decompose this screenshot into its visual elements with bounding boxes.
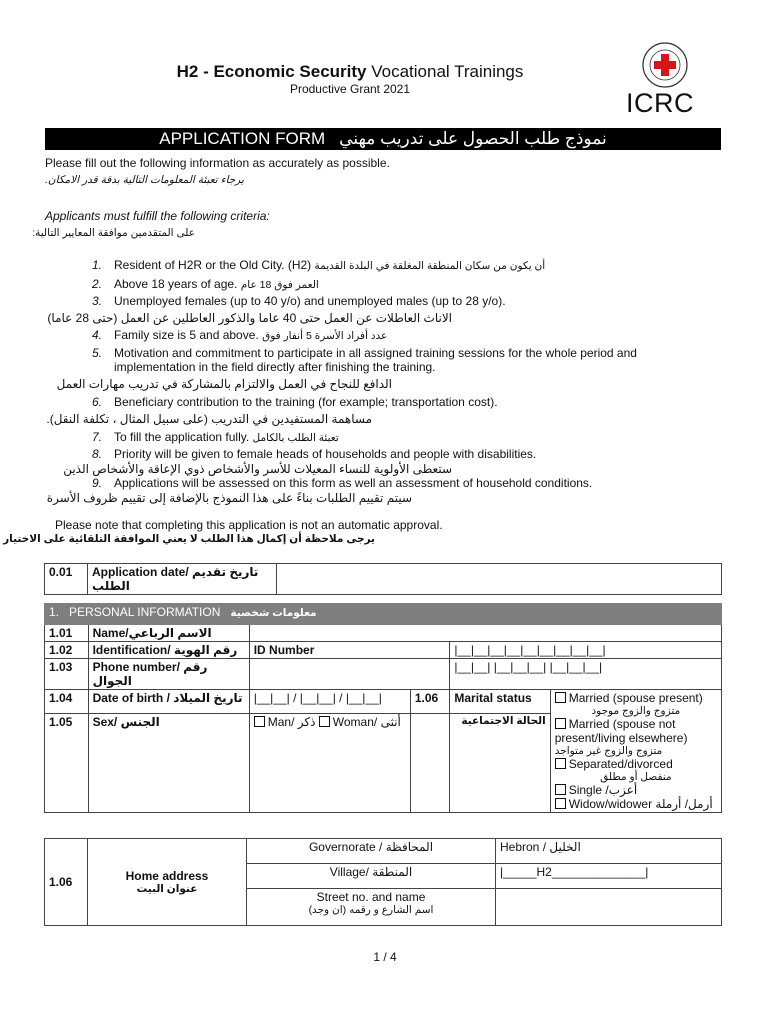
village-label: Village/ المنطقة [247, 864, 496, 889]
icrc-logo-text: ICRC [626, 88, 694, 118]
checkbox-icon[interactable] [555, 784, 566, 795]
row-name: 1.01 Name/الاسم الرباعي [45, 625, 722, 642]
criterion-8: 8. Priority will be given to female heads of households and people with disabilities. [92, 447, 537, 461]
governorate-value[interactable]: Hebron / الخليل [496, 839, 722, 864]
criterion-8-ar: ستعطى الأولوية للنساء المعيلات للأسر والأشخاص ذوي الإعاقة والأشخاص الذين [63, 462, 452, 476]
document-subtitle: Productive Grant 2021 [289, 82, 411, 96]
application-date-num: 0.01 [45, 564, 88, 595]
marital-option-2[interactable]: Married (spouse not present/living elsewhere) [554, 717, 688, 745]
personal-info-header: 1. PERSONAL INFORMATION معلومات شخصية [45, 604, 722, 625]
application-date-table [44, 563, 722, 595]
phone-blank [249, 659, 450, 690]
note-en: Please note that completing this application is not an automatic approval. [55, 518, 443, 532]
sex-label: Sex/ الجنس [88, 714, 249, 813]
name-label: Name/الاسم الرباعي [88, 625, 249, 642]
marital-label: Marital status [450, 690, 550, 714]
marital-option-5[interactable]: Widow/widower أرمل/ أرملة [555, 797, 717, 811]
address-num: 1.06 [45, 839, 88, 926]
id-number-input[interactable]: |__|__|__|__|__|__|__|__|__| [450, 642, 722, 659]
row-phone: 1.03 Phone number/ رقم الجوال |__|__| |__|__|__| |__|__|__| [45, 659, 722, 690]
marital-num: 1.06 [410, 690, 450, 714]
identification-label: Identification/ رقم الهوية [88, 642, 249, 659]
dob-label: Date of birth / تاريخ الميلاد [88, 690, 249, 714]
phone-label: Phone number/ رقم الجوال [88, 659, 249, 690]
criterion-3-ar: الاناث العاطلات عن العمل حتى 40 عاما والذكور العاطلين عن العمل (حتى 28 عاما) [47, 311, 452, 325]
note-ar: يرجى ملاحظة أن إكمال هذا الطلب لا يعني الموافقة التلقائية على الاختيار [3, 533, 375, 545]
sex-options [249, 714, 410, 813]
document-title [0, 62, 700, 82]
personal-information-table [44, 603, 722, 813]
checkbox-icon[interactable] [555, 758, 566, 769]
criterion-5: 5. Motivation and commitment to participate in all assigned training sessions for the whole period and [92, 346, 637, 360]
id-number-label: ID Number [249, 642, 450, 659]
criterion-7: 7. To fill the application fully. تعبئة الطلب بالكامل [92, 430, 339, 444]
criterion-5-line2: implementation in the field directly after finishing the training. [114, 360, 436, 374]
home-address-table [44, 838, 722, 926]
checkbox-icon[interactable] [254, 716, 265, 727]
application-form-banner [45, 128, 721, 150]
application-date-label: Application date/ تاريخ تقديم الطلب [88, 564, 277, 595]
sex-male-option[interactable]: Man/ ذكر [254, 715, 316, 729]
criterion-1: 1. Resident of H2R or the Old City. (H2) أن يكون من سكان المنطقة المغلقة في البلدة القديمة [92, 258, 546, 272]
title-regular: Vocational Trainings [371, 62, 524, 81]
criterion-9: 9. Applications will be assessed on this form as well an assessment of household conditions. [92, 476, 593, 490]
criterion-4: 4. Family size is 5 and above. عدد أفراد الأسرة 5 أنفار فوق [92, 328, 388, 342]
title-bold: H2 - Economic Security [176, 62, 367, 81]
criterion-2: 2. Above 18 years of age. العمر فوق 18 عام [92, 277, 319, 291]
criterion-6: 6. Beneficiary contribution to the training (for example; transportation cost). [92, 395, 498, 409]
marital-option-3[interactable]: Separated/divorced [555, 757, 717, 771]
marital-options: Married (spouse present) متزوج والزوج موجود Married (spouse not present/living elsewhere) متزوج والزوج غير متواجد Separated/divorced منفصل أو مطلق Single /أعزب Widow/widower أرمل/ أرملة [550, 690, 721, 813]
icrc-emblem-icon [640, 40, 690, 90]
checkbox-icon[interactable] [555, 718, 566, 729]
criterion-9-ar: سيتم تقييم الطلبات بناءً على هذا النموذج بالإضافة إلى تقييم ظروف الأسرة [46, 491, 412, 505]
name-input[interactable] [249, 625, 721, 642]
marital-option-4[interactable]: Single /أعزب [555, 783, 717, 797]
row-identification: 1.02 Identification/ رقم الهوية ID Number |__|__|__|__|__|__|__|__|__| [45, 642, 722, 659]
marital-label-ar: الحالة الاجتماعية [450, 714, 550, 813]
application-date-input[interactable] [277, 564, 722, 595]
address-label: Home address عنوان البيت [88, 839, 247, 926]
banner-en: APPLICATION FORM [159, 129, 326, 148]
sex-female-option[interactable]: Woman/ أنثى [319, 715, 401, 729]
checkbox-icon[interactable] [319, 716, 330, 727]
row-dob: 1.04 Date of birth / تاريخ الميلاد |__|__| / |__|__| / |__|__| 1.06 Marital status Married (spouse present) متزوج والزوج موجود Married (spouse not present/living elsewhere) متزوج والزوج غير متواجد Separated/divorced منفصل أو مطلق Single /أعزب Widow/widower أرمل/ أرملة [45, 690, 722, 714]
criteria-intro-ar: على المتقدمين موافقة المعايير التالية: [32, 227, 195, 239]
governorate-label: Governorate / المحافظة [247, 839, 496, 864]
criteria-intro-en: Applicants must fulfill the following criteria: [45, 209, 270, 223]
phone-input[interactable]: |__|__| |__|__|__| |__|__|__| [450, 659, 722, 690]
intro-en: Please fill out the following information as accurately as possible. [45, 156, 390, 170]
criterion-3: 3. Unemployed females (up to 40 y/o) and unemployed males (up to 28 y/o). [92, 294, 506, 308]
criterion-6-ar: مساهمة المستفيدين في التدريب (على سبيل المثال ، تكلفة النقل). [46, 412, 372, 426]
row-sex: 1.05 Sex/ الجنس Man/ ذكر Woman/ أنثى الحالة الاجتماعية [45, 714, 722, 813]
intro-ar: يرجاء تعبئة المعلومات التالية بدقة قدر الامكان. [45, 174, 244, 186]
checkbox-icon[interactable] [555, 692, 566, 703]
criterion-5-ar: الدافع للنجاح في العمل والالتزام بالمشاركة في تدريب مهارات العمل [56, 377, 392, 391]
street-input[interactable] [496, 889, 722, 926]
banner-ar: نموذج طلب الحصول على تدريب مهني [339, 129, 607, 148]
village-input[interactable]: |_____H2______________| [496, 864, 722, 889]
checkbox-icon[interactable] [555, 798, 566, 809]
marital-option-1[interactable]: Married (spouse present) [555, 691, 717, 705]
page-number: 1 / 4 [373, 950, 397, 964]
street-label: Street no. and name اسم الشارع و رقمه (ان وجد) [247, 889, 496, 926]
dob-input[interactable]: |__|__| / |__|__| / |__|__| [249, 690, 410, 714]
